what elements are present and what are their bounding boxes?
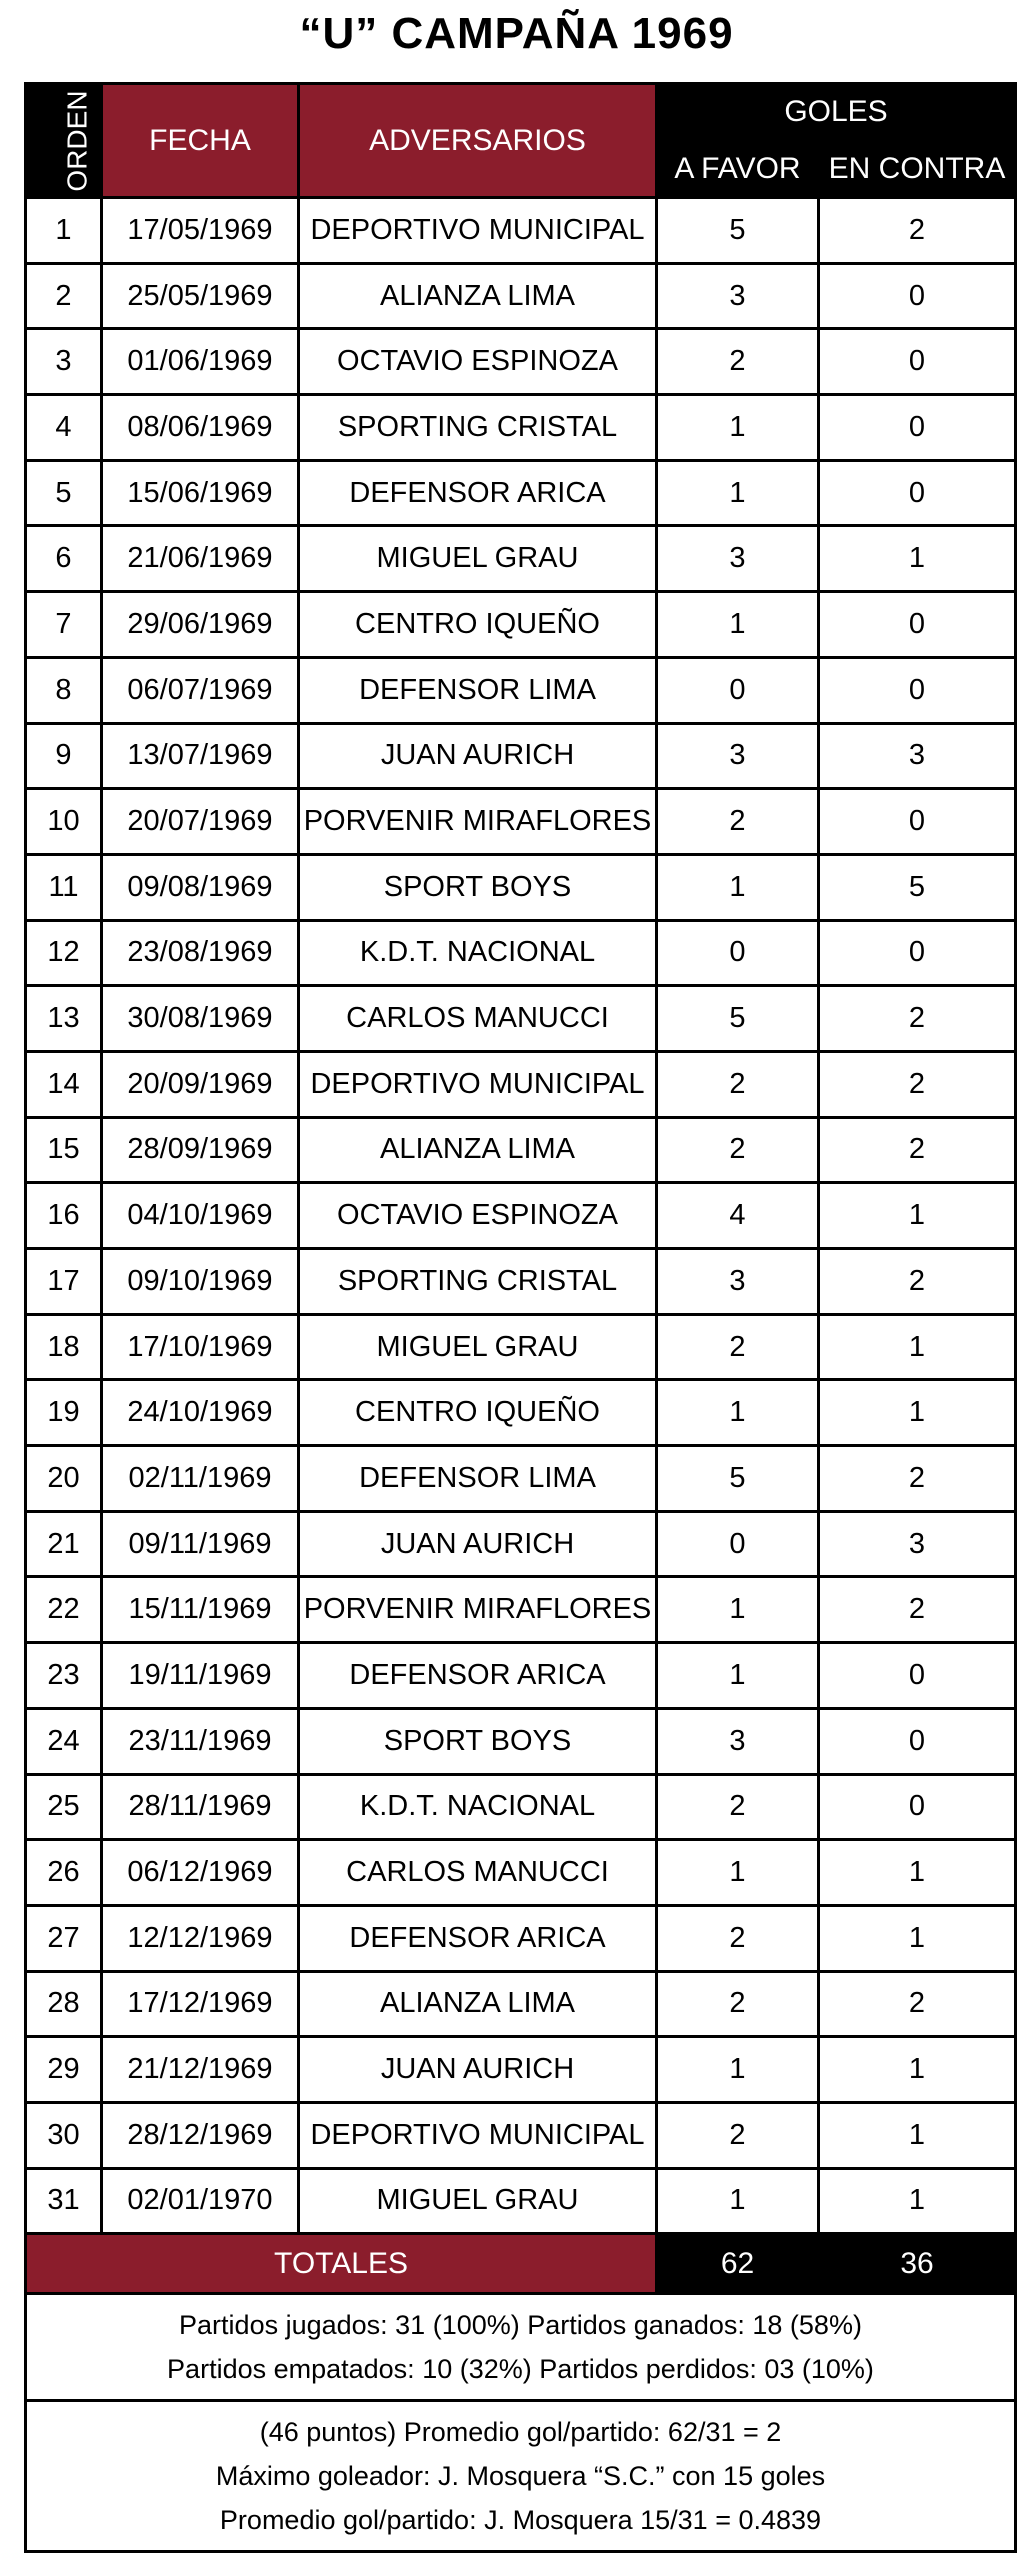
header-orden <box>26 84 102 198</box>
row-orden-cell: 24 <box>26 1708 102 1774</box>
row-en-contra-cell: 3 <box>819 1511 1016 1577</box>
summary-cell-1 <box>26 2294 1016 2401</box>
row-fecha-cell: 28/12/1969 <box>102 2102 299 2168</box>
row-orden-cell: 5 <box>26 460 102 526</box>
row-a-favor-cell: 2 <box>657 1117 819 1183</box>
row-en-contra-cell: 2 <box>819 986 1016 1052</box>
row-adversario-cell: DEPORTIVO MUNICIPAL <box>299 1051 657 1117</box>
row-fecha-cell: 02/01/1970 <box>102 2168 299 2234</box>
row-en-contra-cell: 2 <box>819 198 1016 264</box>
row-orden-cell: 26 <box>26 1840 102 1906</box>
row-adversario-cell: SPORT BOYS <box>299 1708 657 1774</box>
row-a-favor-cell: 3 <box>657 723 819 789</box>
table-row <box>26 1971 1016 2037</box>
table-row <box>26 1840 1016 1906</box>
header-fecha: FECHA <box>102 84 299 198</box>
table-footer <box>26 2234 1016 2552</box>
table-row <box>26 2102 1016 2168</box>
row-a-favor-cell: 2 <box>657 1051 819 1117</box>
row-orden-cell: 8 <box>26 657 102 723</box>
row-a-favor-cell: 1 <box>657 1380 819 1446</box>
summary-line: Máximo goleador: J. Mosquera “S.C.” con 15 goles <box>215 2461 826 2492</box>
row-en-contra-cell: 0 <box>819 920 1016 986</box>
row-fecha-cell: 17/10/1969 <box>102 1314 299 1380</box>
row-en-contra-cell: 0 <box>819 395 1016 461</box>
summary-cell-2 <box>26 2401 1016 2552</box>
row-en-contra-cell: 1 <box>819 1905 1016 1971</box>
row-fecha-cell: 15/06/1969 <box>102 460 299 526</box>
row-a-favor-cell: 1 <box>657 1577 819 1643</box>
totals-en-contra: 36 <box>819 2234 1016 2294</box>
table-row <box>26 1708 1016 1774</box>
table-row <box>26 1643 1016 1709</box>
row-orden-cell: 19 <box>26 1380 102 1446</box>
row-en-contra-cell: 1 <box>819 2102 1016 2168</box>
row-fecha-cell: 02/11/1969 <box>102 1446 299 1512</box>
row-fecha-cell: 21/12/1969 <box>102 2037 299 2103</box>
table-row <box>26 526 1016 592</box>
campaign-table <box>24 82 1017 2553</box>
row-fecha-cell: 25/05/1969 <box>102 263 299 329</box>
table-row <box>26 1380 1016 1446</box>
summary-line: Partidos jugados: 31 (100%) Partidos ganados: 18 (58%) <box>179 2310 862 2341</box>
row-a-favor-cell: 1 <box>657 2168 819 2234</box>
row-en-contra-cell: 0 <box>819 657 1016 723</box>
row-adversario-cell: SPORTING CRISTAL <box>299 395 657 461</box>
table-row <box>26 329 1016 395</box>
row-a-favor-cell: 3 <box>657 1708 819 1774</box>
totals-row <box>26 2234 1016 2294</box>
row-adversario-cell: DEPORTIVO MUNICIPAL <box>299 198 657 264</box>
row-orden-cell: 18 <box>26 1314 102 1380</box>
row-en-contra-cell: 1 <box>819 1380 1016 1446</box>
table-row <box>26 198 1016 264</box>
row-fecha-cell: 09/11/1969 <box>102 1511 299 1577</box>
row-adversario-cell: ALIANZA LIMA <box>299 263 657 329</box>
row-en-contra-cell: 3 <box>819 723 1016 789</box>
table-row <box>26 1314 1016 1380</box>
row-fecha-cell: 28/09/1969 <box>102 1117 299 1183</box>
row-orden-cell: 6 <box>26 526 102 592</box>
row-orden-cell: 28 <box>26 1971 102 2037</box>
row-fecha-cell: 04/10/1969 <box>102 1183 299 1249</box>
row-orden-cell: 31 <box>26 2168 102 2234</box>
row-fecha-cell: 19/11/1969 <box>102 1643 299 1709</box>
row-adversario-cell: OCTAVIO ESPINOZA <box>299 329 657 395</box>
row-fecha-cell: 06/07/1969 <box>102 657 299 723</box>
table-header <box>26 84 1016 198</box>
row-adversario-cell: MIGUEL GRAU <box>299 1314 657 1380</box>
row-fecha-cell: 23/08/1969 <box>102 920 299 986</box>
row-en-contra-cell: 0 <box>819 263 1016 329</box>
row-en-contra-cell: 1 <box>819 1840 1016 1906</box>
row-en-contra-cell: 0 <box>819 789 1016 855</box>
table-row <box>26 592 1016 658</box>
row-en-contra-cell: 0 <box>819 1643 1016 1709</box>
row-fecha-cell: 15/11/1969 <box>102 1577 299 1643</box>
row-fecha-cell: 09/10/1969 <box>102 1249 299 1315</box>
row-adversario-cell: JUAN AURICH <box>299 2037 657 2103</box>
row-orden-cell: 23 <box>26 1643 102 1709</box>
row-en-contra-cell: 1 <box>819 2168 1016 2234</box>
row-a-favor-cell: 0 <box>657 1511 819 1577</box>
row-en-contra-cell: 2 <box>819 1971 1016 2037</box>
row-a-favor-cell: 1 <box>657 854 819 920</box>
row-en-contra-cell: 0 <box>819 592 1016 658</box>
row-a-favor-cell: 0 <box>657 657 819 723</box>
row-a-favor-cell: 5 <box>657 198 819 264</box>
row-en-contra-cell: 1 <box>819 2037 1016 2103</box>
summary-block-1 <box>26 2294 1016 2401</box>
summary-line: Partidos empatados: 10 (32%) Partidos perdidos: 03 (10%) <box>167 2354 874 2385</box>
row-fecha-cell: 29/06/1969 <box>102 592 299 658</box>
row-orden-cell: 27 <box>26 1905 102 1971</box>
row-a-favor-cell: 5 <box>657 986 819 1052</box>
row-orden-cell: 30 <box>26 2102 102 2168</box>
row-adversario-cell: MIGUEL GRAU <box>299 526 657 592</box>
row-en-contra-cell: 1 <box>819 526 1016 592</box>
row-fecha-cell: 09/08/1969 <box>102 854 299 920</box>
row-adversario-cell: SPORT BOYS <box>299 854 657 920</box>
row-adversario-cell: CARLOS MANUCCI <box>299 986 657 1052</box>
row-a-favor-cell: 4 <box>657 1183 819 1249</box>
row-a-favor-cell: 2 <box>657 1774 819 1840</box>
row-a-favor-cell: 2 <box>657 1314 819 1380</box>
row-adversario-cell: SPORTING CRISTAL <box>299 1249 657 1315</box>
table-row <box>26 1774 1016 1840</box>
row-fecha-cell: 24/10/1969 <box>102 1380 299 1446</box>
row-orden-cell: 21 <box>26 1511 102 1577</box>
row-fecha-cell: 01/06/1969 <box>102 329 299 395</box>
row-fecha-cell: 28/11/1969 <box>102 1774 299 1840</box>
header-orden-label: ORDEN <box>61 89 93 192</box>
totals-a-favor: 62 <box>657 2234 819 2294</box>
row-adversario-cell: MIGUEL GRAU <box>299 2168 657 2234</box>
row-orden-cell: 4 <box>26 395 102 461</box>
table-row <box>26 263 1016 329</box>
row-adversario-cell: DEPORTIVO MUNICIPAL <box>299 2102 657 2168</box>
row-orden-cell: 29 <box>26 2037 102 2103</box>
row-a-favor-cell: 2 <box>657 789 819 855</box>
table-row <box>26 657 1016 723</box>
table-row <box>26 460 1016 526</box>
table-row <box>26 1511 1016 1577</box>
row-fecha-cell: 13/07/1969 <box>102 723 299 789</box>
row-a-favor-cell: 2 <box>657 1971 819 2037</box>
row-a-favor-cell: 3 <box>657 526 819 592</box>
table-row <box>26 1249 1016 1315</box>
row-a-favor-cell: 3 <box>657 263 819 329</box>
row-en-contra-cell: 2 <box>819 1117 1016 1183</box>
row-a-favor-cell: 1 <box>657 1840 819 1906</box>
row-a-favor-cell: 1 <box>657 592 819 658</box>
row-a-favor-cell: 1 <box>657 2037 819 2103</box>
header-a-favor: A FAVOR <box>657 141 819 198</box>
row-orden-cell: 1 <box>26 198 102 264</box>
row-fecha-cell: 06/12/1969 <box>102 1840 299 1906</box>
row-en-contra-cell: 0 <box>819 1708 1016 1774</box>
table-row <box>26 920 1016 986</box>
row-orden-cell: 9 <box>26 723 102 789</box>
table-body <box>26 198 1016 2234</box>
table-row <box>26 1183 1016 1249</box>
table-row <box>26 1117 1016 1183</box>
row-en-contra-cell: 1 <box>819 1183 1016 1249</box>
row-fecha-cell: 23/11/1969 <box>102 1708 299 1774</box>
row-orden-cell: 10 <box>26 789 102 855</box>
row-en-contra-cell: 0 <box>819 1774 1016 1840</box>
campaign-table-container <box>24 82 1014 2553</box>
row-orden-cell: 3 <box>26 329 102 395</box>
summary-line: (46 puntos) Promedio gol/partido: 62/31 = 2 <box>259 2417 782 2448</box>
row-orden-cell: 22 <box>26 1577 102 1643</box>
row-en-contra-cell: 0 <box>819 460 1016 526</box>
row-fecha-cell: 17/05/1969 <box>102 198 299 264</box>
row-en-contra-cell: 2 <box>819 1577 1016 1643</box>
row-adversario-cell: OCTAVIO ESPINOZA <box>299 1183 657 1249</box>
row-orden-cell: 14 <box>26 1051 102 1117</box>
row-en-contra-cell: 2 <box>819 1051 1016 1117</box>
table-row <box>26 1577 1016 1643</box>
row-orden-cell: 20 <box>26 1446 102 1512</box>
header-en-contra: EN CONTRA <box>819 141 1016 198</box>
row-a-favor-cell: 0 <box>657 920 819 986</box>
table-row <box>26 1051 1016 1117</box>
row-adversario-cell: DEFENSOR LIMA <box>299 657 657 723</box>
row-adversario-cell: CARLOS MANUCCI <box>299 1840 657 1906</box>
row-adversario-cell: DEFENSOR LIMA <box>299 1446 657 1512</box>
row-a-favor-cell: 3 <box>657 1249 819 1315</box>
row-adversario-cell: CENTRO IQUEÑO <box>299 1380 657 1446</box>
page-title: “U” CAMPAÑA 1969 <box>299 9 734 58</box>
row-fecha-cell: 20/09/1969 <box>102 1051 299 1117</box>
row-en-contra-cell: 0 <box>819 329 1016 395</box>
header-adversarios: ADVERSARIOS <box>299 84 657 198</box>
row-orden-cell: 17 <box>26 1249 102 1315</box>
row-adversario-cell: ALIANZA LIMA <box>299 1117 657 1183</box>
row-en-contra-cell: 5 <box>819 854 1016 920</box>
row-adversario-cell: DEFENSOR ARICA <box>299 1905 657 1971</box>
row-orden-cell: 25 <box>26 1774 102 1840</box>
row-fecha-cell: 20/07/1969 <box>102 789 299 855</box>
row-en-contra-cell: 2 <box>819 1446 1016 1512</box>
table-row <box>26 789 1016 855</box>
table-row <box>26 723 1016 789</box>
row-fecha-cell: 12/12/1969 <box>102 1905 299 1971</box>
row-adversario-cell: DEFENSOR ARICA <box>299 1643 657 1709</box>
row-a-favor-cell: 2 <box>657 329 819 395</box>
row-orden-cell: 11 <box>26 854 102 920</box>
row-a-favor-cell: 1 <box>657 460 819 526</box>
row-orden-cell: 7 <box>26 592 102 658</box>
row-fecha-cell: 21/06/1969 <box>102 526 299 592</box>
row-a-favor-cell: 2 <box>657 2102 819 2168</box>
totals-label: TOTALES <box>26 2234 657 2294</box>
row-fecha-cell: 30/08/1969 <box>102 986 299 1052</box>
row-a-favor-cell: 1 <box>657 1643 819 1709</box>
table-row <box>26 2037 1016 2103</box>
summary-line: Promedio gol/partido: J. Mosquera 15/31 = 0.4839 <box>219 2505 822 2536</box>
row-adversario-cell: ALIANZA LIMA <box>299 1971 657 2037</box>
header-goles: GOLES <box>657 84 1016 141</box>
row-en-contra-cell: 1 <box>819 1314 1016 1380</box>
row-en-contra-cell: 2 <box>819 1249 1016 1315</box>
row-orden-cell: 15 <box>26 1117 102 1183</box>
row-fecha-cell: 17/12/1969 <box>102 1971 299 2037</box>
row-adversario-cell: JUAN AURICH <box>299 1511 657 1577</box>
row-adversario-cell: PORVENIR MIRAFLORES <box>299 789 657 855</box>
row-orden-cell: 12 <box>26 920 102 986</box>
row-orden-cell: 13 <box>26 986 102 1052</box>
row-a-favor-cell: 1 <box>657 395 819 461</box>
row-adversario-cell: K.D.T. NACIONAL <box>299 1774 657 1840</box>
table-row <box>26 854 1016 920</box>
row-a-favor-cell: 5 <box>657 1446 819 1512</box>
row-adversario-cell: JUAN AURICH <box>299 723 657 789</box>
row-orden-cell: 16 <box>26 1183 102 1249</box>
table-row <box>26 395 1016 461</box>
row-adversario-cell: CENTRO IQUEÑO <box>299 592 657 658</box>
table-row <box>26 1905 1016 1971</box>
row-adversario-cell: K.D.T. NACIONAL <box>299 920 657 986</box>
table-row <box>26 2168 1016 2234</box>
row-orden-cell: 2 <box>26 263 102 329</box>
row-adversario-cell: DEFENSOR ARICA <box>299 460 657 526</box>
table-row <box>26 1446 1016 1512</box>
summary-block-2 <box>26 2401 1016 2552</box>
row-adversario-cell: PORVENIR MIRAFLORES <box>299 1577 657 1643</box>
row-a-favor-cell: 2 <box>657 1905 819 1971</box>
table-row <box>26 986 1016 1052</box>
row-fecha-cell: 08/06/1969 <box>102 395 299 461</box>
